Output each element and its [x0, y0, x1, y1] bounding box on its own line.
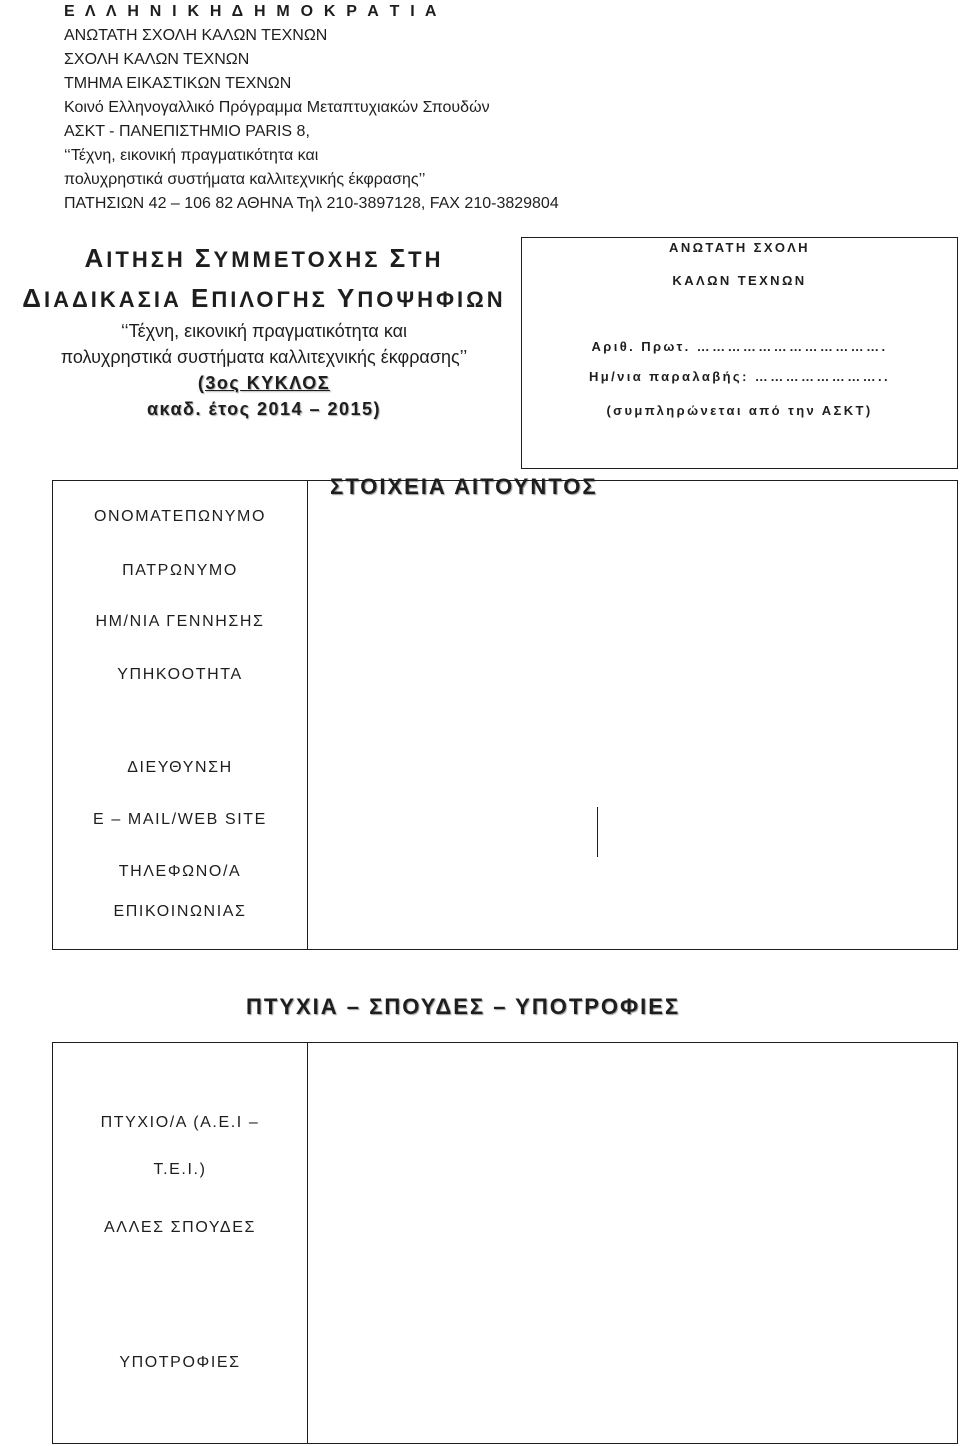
- label-degrees-2-text: Τ.Ε.Ι.): [153, 1161, 207, 1178]
- header-school: ΑΝΩΤΑΤΗ ΣΧΟΛΗ ΚΑΛΩΝ ΤΕΧΝΩΝ: [64, 27, 328, 44]
- reg-faculty: ΚΑΛΩΝ ΤΕΧΝΩΝ: [672, 273, 807, 288]
- header-department: ΤΜΗΜΑ ΕΙΚΑΣΤΙΚΩΝ ΤΕΧΝΩΝ: [64, 75, 292, 92]
- education-label-divider: [307, 1043, 308, 1443]
- title-line-2: ΔΙΑΔΙΚΑΣΙΑ ΕΠΙΛΟΓΗΣ ΥΠΟΨΗΦΙΩΝ: [22, 283, 506, 313]
- label-scholarships: ΥΠΟΤΡΟΦΙΕΣ: [119, 1354, 241, 1371]
- label-divider: [307, 481, 308, 949]
- title-programme-2: πολυχρηστικά συστήματα καλλιτεχνικής έκφρασης’’: [60, 347, 468, 367]
- label-father-name: ΠΑΤΡΩΝΥΜΟ: [122, 562, 238, 579]
- applicant-form: [52, 480, 958, 950]
- title-line-1: ΑΙΤΗΣΗ ΣΥΜΜΕΤΟΧΗΣ ΣΤΗ: [84, 243, 444, 273]
- header-partner: ΑΣΚΤ - ΠΑΝΕΠΙΣΤΗΜΙΟ PARIS 8,: [64, 123, 310, 140]
- header-programme-title-2: πολυχρηστικά συστήματα καλλιτεχνικής έκφρασης’’: [64, 171, 426, 188]
- label-email: Ε – MAIL/WEB SITE: [93, 811, 267, 828]
- reg-school: ΑΝΩΤΑΤΗ ΣΧΟΛΗ: [669, 240, 810, 255]
- header-programme-title-1: ‘‘Τέχνη, εικονική πραγματικότητα και: [64, 147, 319, 164]
- education-heading: ΠΤΥΧΙΑ – ΣΠΟΥΔΕΣ – ΥΠΟΤΡΟΦΙΕΣ: [246, 994, 681, 1019]
- label-address: ΔΙΕΥΘΥΝΣΗ: [127, 759, 233, 776]
- label-other-studies: ΑΛΛΕΣ ΣΠΟΥΔΕΣ: [104, 1219, 256, 1236]
- reg-note: (συμπληρώνεται από την ΑΣΚΤ): [606, 403, 873, 418]
- header-address: ΠΑΤΗΣΙΩΝ 42 – 106 82 ΑΘΗΝΑ Τηλ 210-3897128, FAX 210-3829804: [64, 195, 559, 212]
- application-title: [0, 238, 528, 422]
- reg-protocol-number[interactable]: Αριθ. Πρωτ. ……………………………….: [591, 339, 888, 354]
- header-faculty: ΣΧΟΛΗ ΚΑΛΩΝ ΤΕΧΝΩΝ: [64, 51, 250, 68]
- header-republic: Ε Λ Λ Η Ν Ι Κ Η Δ Η Μ Ο Κ Ρ Α Τ Ι Α: [64, 3, 440, 20]
- registration-box: [521, 237, 958, 469]
- education-form: [52, 1042, 958, 1444]
- title-academic-year: ακαδ. έτος 2014 – 2015): [146, 399, 382, 419]
- institution-header: [64, 0, 704, 216]
- label-phone-1: ΤΗΛΕΦΩΝΟ/Α: [118, 863, 242, 880]
- reg-received-date[interactable]: Ημ/νια παραλαβής: ……………………..: [588, 369, 891, 384]
- label-degrees-1: ΠΤΥΧΙΟ/Α (Α.Ε.Ι –: [100, 1114, 260, 1131]
- label-nationality: ΥΠΗΚΟΟΤΗΤΑ: [117, 666, 243, 683]
- label-date-of-birth: ΗΜ/ΝΙΑ ΓΕΝΝΗΣΗΣ: [95, 613, 265, 630]
- applicant-heading: ΣΤΟΙΧΕΙΑ ΑΙΤΟΥΝΤΟΣ: [330, 474, 598, 499]
- title-programme-1: ‘‘Τέχνη, εικονική πραγματικότητα και: [120, 321, 408, 341]
- label-phone-2: ΕΠΙΚΟΙΝΩΝΙΑΣ: [113, 903, 247, 920]
- title-cycle: (3ος ΚΥΚΛΟΣ: [197, 373, 331, 393]
- label-full-name: ΟΝΟΜΑΤΕΠΩΝΥΜΟ: [93, 508, 267, 525]
- email-divider: [597, 807, 598, 857]
- header-programme: Κοινό Ελληνογαλλικό Πρόγραμμα Μεταπτυχιακών Σπουδών: [64, 99, 490, 116]
